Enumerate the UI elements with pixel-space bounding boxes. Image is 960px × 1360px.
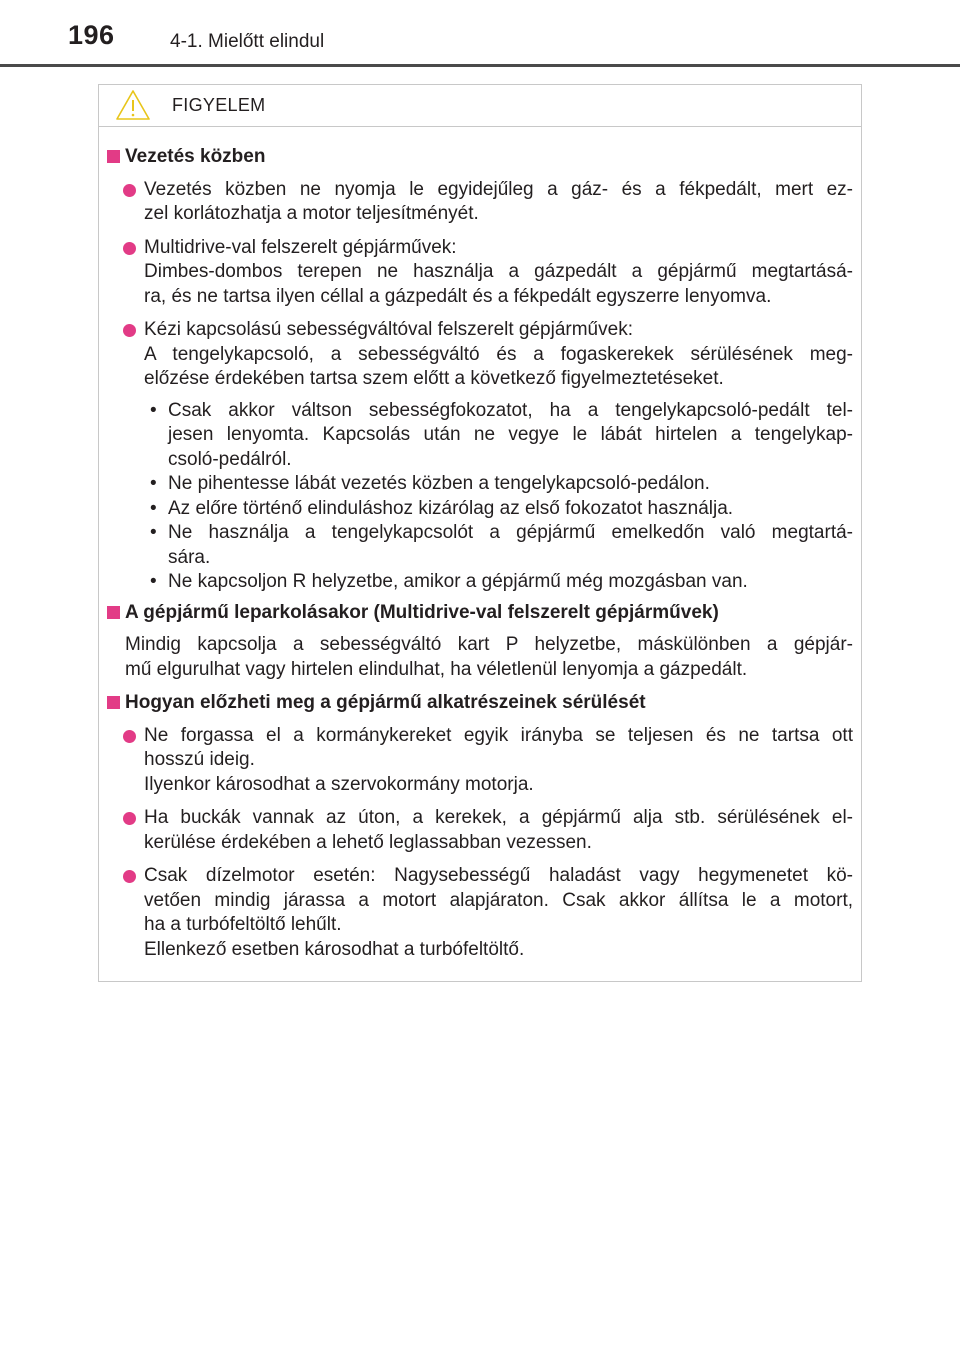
section-heading: Vezetés közben <box>107 145 853 170</box>
dot-bullet-icon: • <box>150 571 157 592</box>
square-marker-icon <box>107 606 120 619</box>
dot-bullet-icon: • <box>150 522 157 543</box>
warning-box <box>98 84 862 982</box>
section-heading: Hogyan előzheti meg a gépjármű alkatrészeinek sérülését <box>107 691 853 716</box>
page-number: 196 <box>68 20 115 50</box>
bullet-list <box>107 399 853 595</box>
header-rule <box>0 64 960 67</box>
bullet-item: • Az előre történő elinduláshoz kizárólag az első fokozatot használja. <box>144 497 853 522</box>
warning-content <box>99 127 861 971</box>
list-item: Kézi kapcsolású sebességváltóval felszerelt gépjárművek: A tengelykapcsoló, a sebességváltó és a fogaskerekek sérülésének meg- előzése érdekében tartsa szem előtt a következő figyelmeztetéseket. <box>107 318 853 392</box>
bullet-item: • Ne pihentesse lábát vezetés közben a tengelykapcsoló-pedálon. <box>144 472 853 497</box>
warning-title: FIGYELEM <box>172 95 266 115</box>
list-item: Ha buckák vannak az úton, a kerekek, a gépjármű alja stb. sérülésének el- kerülése érdekében a lehető leglassabban vezessen. <box>107 806 853 855</box>
dot-bullet-icon: • <box>150 497 157 519</box>
section-heading: A gépjármű leparkolásakor (Multidrive-val felszerelt gépjárművek) <box>107 601 853 626</box>
circle-bullet-icon <box>123 324 136 337</box>
circle-bullet-icon <box>123 730 136 743</box>
circle-bullet-icon <box>123 184 136 197</box>
page-header <box>0 0 960 70</box>
bullet-item: • Csak akkor váltson sebességfokozatot, ha a tengelykapcsoló-pedált tel- jesen lenyomta. Kapcsolás után ne vegye le lábát hirtelen a tengelykap- csoló-pedálról. <box>150 399 853 470</box>
circle-bullet-icon <box>123 242 136 255</box>
list-item: Vezetés közben ne nyomja le egyidejűleg a gáz- és a fékpedált, mert ez- zel korlátozhatja a motor teljesítményét. <box>107 178 853 227</box>
list-item: Csak dízelmotor esetén: Nagysebességű haladást vagy hegymenetet kö- vetően mindig járassa a motort alapjáraton. Csak akkor állítsa le a motort, ha a turbófeltöltő lehűlt. Ellenkező esetben károsodhat a turbófeltöltő. <box>107 864 853 962</box>
bullet-item: • Ne használja a tengelykapcsolót a gépjármű emelkedőn való megtartá- sára. <box>150 522 853 568</box>
section-title: 4-1. Mielőtt elindul <box>170 31 325 52</box>
warning-header <box>99 85 861 127</box>
dot-bullet-icon: • <box>150 399 157 421</box>
square-marker-icon <box>107 150 120 163</box>
bullet-item: • Ne kapcsoljon R helyzetbe, amikor a gépjármű még mozgásban van. <box>144 570 853 595</box>
circle-bullet-icon <box>123 870 136 883</box>
paragraph: Mindig kapcsolja a sebességváltó kart P helyzetbe, máskülönben a gépjár- mű elgurulhat vagy hirtelen elindulhat, ha véletlenül lenyomja a gázpedált. <box>125 634 853 680</box>
square-marker-icon <box>107 696 120 709</box>
list-item: Ne forgassa el a kormánykereket egyik irányba se teljesen és ne tartsa ott hosszú ideig. Ilyenkor károsodhat a szervokormány motorja. <box>107 724 853 798</box>
dot-bullet-icon: • <box>150 473 157 494</box>
list-item: Multidrive-val felszerelt gépjárművek: Dimbes-dombos terepen ne használja a gázpedált a gépjármű megtartásá- ra, és ne tartsa ilyen céllal a gázpedált és a fékpedált egyszerre lenyomva. <box>107 236 853 310</box>
circle-bullet-icon <box>123 812 136 825</box>
warning-triangle-icon <box>115 89 151 121</box>
